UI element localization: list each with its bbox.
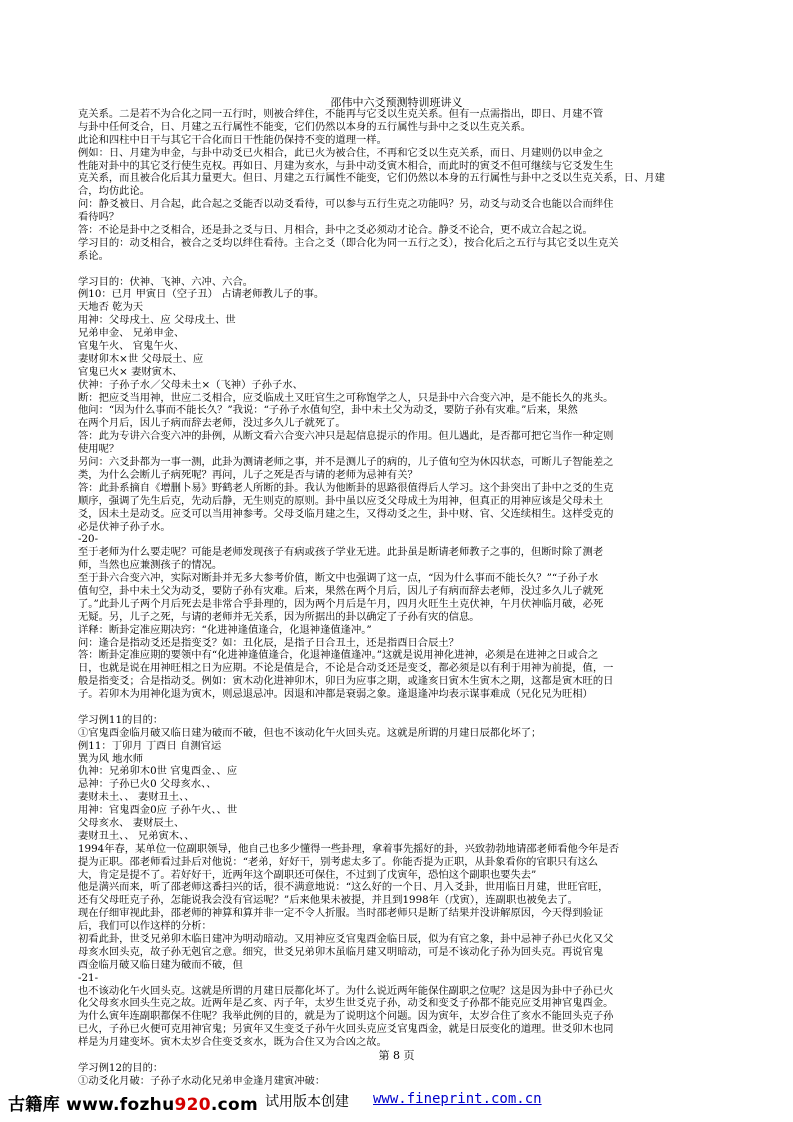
- site-url-part-a: www.fozhu: [59, 1095, 175, 1115]
- text-line: 类，为什么会断儿子病死呢？再问，儿子之死是否与请的老师为忌神有关？: [78, 468, 418, 481]
- text-line: 爻，因未土是动爻。应爻可以当用神参考。父母爻临月建之生，又得动爻之生，卦中财、官、父连续相生。这样受克的: [78, 507, 614, 520]
- text-line: 了。”此卦儿子两个月后死去是非常合乎卦理的，因为两个月后是午月，四月火旺生土克伏神，午月伏神临月破，必死: [78, 597, 604, 610]
- text-line: 师，当然也应兼测孩子的情况。: [78, 559, 223, 572]
- text-line: 化父母亥水回头生克之故。近两年是乙亥、丙子年，太岁生世爻克子孙，动爻和变爻子孙都不能克应爻用神官鬼酉金。: [78, 997, 614, 1010]
- text-line: 详释：断卦定准应期决窍：“化进神逢值逢合，化退神逢值逢冲。”: [78, 623, 372, 636]
- text-line: 看待吗？: [78, 211, 120, 224]
- text-line: 初看此卦，世爻兄弟卯木临日建冲为明动暗动。又用神应爻官鬼酉金临日辰，似为有官之象，卦中忌神子孙已火化又父: [78, 933, 614, 945]
- text-line: 妻财卯木×世 父母辰土、应: [78, 352, 204, 365]
- footer-bar: [0, 1088, 793, 1122]
- text-line: 般是指变爻；合是指动爻。例如：寅木动化进神卯木，卯日为应事之期，或逢亥日寅木生寅木之期，这都是寅木旺的日: [78, 675, 614, 688]
- text-line: 答：此为专讲六合变六冲的卦例，从断文看六合变六冲只是起信息提示的作用。但儿遇此，是否都可把它当作一种定则: [78, 430, 614, 443]
- text-line: 至于卦六合变六冲，实际对断卦并无多大参考价值，断文中也强调了这一点，“因为什么事而不能长久？”“子孙子水: [78, 572, 599, 585]
- text-line: 天地否 乾为天: [78, 301, 144, 314]
- text-line: 用神：父母戌土、应 父母戌土、世: [78, 314, 236, 327]
- text-line: -21-: [78, 971, 99, 984]
- text-line: 1994年春，某单位一位副职领导，他自己也多少懂得一些卦理，拿着事先摇好的卦，兴致勃勃地请邵老师看他今年是否: [78, 842, 620, 855]
- text-line: 问：逢合是指动爻还是指变爻？如：丑化辰，是指子日合丑土，还是指酉日合辰土？: [78, 636, 459, 649]
- text-line: 巽为风 地水师: [78, 752, 144, 765]
- text-line: 克关系，而且被合化后其力量更大。但日、月建之五行属性不能变，它们仍然以本身的五行属性与卦中之爻以生克关系，日、月建: [78, 172, 665, 185]
- text-line: 官鬼午火、 官鬼午火、: [78, 340, 185, 353]
- text-line: 母亥水回头克，故子孙无剋官之意。细究，世爻兄弟卯木虽临月建又明暗动，可是不该动化子孙为回头克。再说官鬼: [78, 945, 604, 958]
- text-line: 官鬼已火× 妻财寅木、: [78, 365, 183, 378]
- text-line: 答：此卦系摘自《增删卜易》野鹤老人所断的卦。我认为他断卦的思路很值得后人学习。这个卦突出了卦中之爻的生克: [78, 481, 614, 494]
- text-line: 答：断卦定准应期的要领中有“化进神逢值逢合，化退神逢值逢冲。”这就是说用神化进神，必须是在进神之日或合之: [78, 649, 599, 662]
- site-watermark[interactable]: [8, 1090, 258, 1115]
- text-line: 学习目的：伏神、飞神、六冲、六合。: [78, 275, 254, 288]
- text-line: 他是满兴而来，听了邵老师这番扫兴的话，很不满意地说：“这么好的一个日、月入爻卦，世用临日月建，世旺官旺，: [78, 881, 609, 894]
- text-line: 此论和四柱中日干与其它干合化而日干性能仍保持不变的道理一样。: [78, 133, 387, 146]
- text-line: 问：静爻被日、月合起，此合起之爻能否以动爻看待，可以参与五行生克之功能吗？另，动爻与动爻合也能以合而绊住: [78, 198, 614, 211]
- page-header-title: 邵伟中六爻预测特训班讲义: [330, 96, 463, 109]
- fineprint-link[interactable]: www.fineprint.com.cn: [373, 1091, 542, 1107]
- page-number: 第 8 页: [378, 1049, 415, 1062]
- text-line: 子。若卯木为用神化退为寅木，则忌退忌冲。因退和冲都是衰弱之象。逢退逢冲均表示谋事难成（兄化兄为旺相）: [78, 688, 593, 701]
- site-url-part-b: 920: [174, 1095, 211, 1115]
- text-line: 至于老师为什么要走呢？可能是老师发现孩子有病或孩子学业无进。此卦虽是断请老师教子之事的，但断时除了测老: [78, 546, 604, 559]
- text-line: 父母亥水、 妻财辰土、: [78, 816, 185, 829]
- text-line: 例10：已月 甲寅日（空子丑） 占请老师教儿子的事。: [78, 288, 325, 301]
- blank-line: [78, 701, 706, 714]
- text-line: 样是为月建变坏。寅木太岁合住变爻亥水，既为合住又为合凶之故。: [78, 1036, 387, 1049]
- text-line: 提为正职。邵老师看过卦后对他说：“老弟，好好干，别考虑太多了。你能否提为正职，从卦象看你的官职只有这么: [78, 855, 599, 868]
- text-line: 学习目的：动爻相合，被合之爻均以绊住看待。主合之爻（即合化为同一五行之爻），按合化后之五行与其它爻以生克关: [78, 236, 619, 249]
- text-line: 答：不论是卦中之爻相合，还是卦之爻与日、月相合，卦中之爻必须动才论合。静爻不论合，更不成立合起之说。: [78, 224, 593, 237]
- text-line: 例11：丁卯月 丁酉日 自测官运: [78, 739, 222, 752]
- text-line: 学习例11的目的：: [78, 713, 164, 726]
- text-line: 值旬空，卦中未土父为动爻，要防子孙有灾难。后来，果然在两个月后，因儿子有病而辞去老师，没过多久儿子就死: [78, 584, 604, 597]
- text-line: 顺序，强调了先生后克，先动后静，无生则克的原则。卦中虽以应爻父母成土为用神，但真正的用神应该是父母未土: [78, 494, 604, 507]
- text-line: 学习例12的目的：: [78, 1061, 164, 1074]
- text-line: 忌神：子孙已火0 父母亥水、、: [78, 778, 217, 791]
- text-line: ①动爻化月破：子孙子水动化兄弟申金逢月建寅冲破：: [78, 1074, 326, 1087]
- text-line: 现在仔细审视此卦，邵老师的神算和算并非一定不令人折服。当时邵老师只是断了结果并没讲解原因，今天得到验证: [78, 907, 604, 920]
- text-line: -20-: [78, 533, 99, 546]
- blank-line: [78, 263, 706, 276]
- text-line: 已火，子孙已火便可克用神官鬼；另寅年又生变爻子孙午火回头克应爻官鬼酉金，就是日辰变化的道理。世爻卯木也同: [78, 1023, 614, 1036]
- text-line: 系论。: [78, 249, 109, 262]
- trial-version-text: 试用版本创建: [265, 1094, 349, 1110]
- text-line: 伏神：子孙子水／父母未土×（飞神）子孙子水、: [78, 378, 303, 391]
- text-line: 后，我们可以作这样的分析：: [78, 920, 212, 933]
- text-line: 断：把应爻当用神，世应二爻相合，应爻临成土又旺官生之可称饱学之人，只是卦中六合变六冲，是不能长久的兆头。: [78, 391, 614, 404]
- text-line: 妻财丑土、、 兄弟寅木、、: [78, 829, 195, 842]
- text-line: 无疑。另，儿子之死，与请的老师并无关系，因为所据出的卦以确定了子孙有灾的信息。: [78, 610, 480, 623]
- text-line: 大，肯定是提不了。若好好干，近两年这个副职还可保住，不过到了戊寅年，恐怕这个副职也要失去”: [78, 868, 537, 881]
- text-line: 克关系。二是若不为合化之同一五行时，则被合绊住，不能再与它爻以生克关系。但有一点需指出，即日、月建不管: [78, 108, 604, 120]
- document-body: [78, 108, 706, 1088]
- site-url-part-c: .com: [210, 1095, 259, 1115]
- text-line: 性能对卦中的其它爻行使生克权。再如日、月建为亥水，与卦中动爻寅木相合，而此时的寅爻不但可继续与它爻发生生: [78, 159, 614, 172]
- text-line: 另问：六爻卦都为一事一测，此卦为测请老师之事，并不是测儿子的病的，儿子值旬空为休囚状态，可断儿子智能差之: [78, 456, 614, 469]
- text-line: 还有父母旺克子孙，怎能说我会没有官运呢？”后来他果未被提，并且到1998年（戊寅），连副职也被免去了。: [78, 894, 578, 907]
- text-line: ①官鬼酉金临月破又临日建为破而不破，但也不该动化午火回头克。这就是所谓的月建日辰都化坏了；: [78, 726, 542, 739]
- text-line: 合，均仿此论。: [78, 185, 151, 198]
- site-label: 古籍库: [8, 1095, 60, 1115]
- text-line: 兄弟申金、 兄弟申金、: [78, 327, 185, 340]
- text-line: 妻财未土、、 妻财丑土、、: [78, 791, 195, 804]
- text-line: 酉金临月破又临日建为破而不破，但: [78, 958, 243, 971]
- text-line: 他问：“因为什么事而不能长久？”我说：“子孙子水值旬空，卦中未土父为动爻，要防子孙有灾难。”后来，果然: [78, 404, 578, 417]
- text-line: 使用呢？: [78, 443, 120, 456]
- text-line: 必是伏神子孙子水。: [78, 520, 171, 533]
- text-line: 用神：官鬼酉金0应 子孙午火、、世: [78, 804, 238, 817]
- text-line: 日，也就是说在用神旺相之日为应期。不论是值是合，不论是合动爻还是变爻，都必须是以有利于用神为前提，值，一: [78, 662, 614, 675]
- text-line: 也不该动化午火回头克。这就是所谓的月建日辰都化坏了。为什么说近两年能保住副职之位呢？这是因为卦中子孙已火: [78, 984, 614, 997]
- text-line: 例如：日、月建为申金，与卦中动爻已火相合，此已火为被合住，不再和它爻以生克关系，而日、月建则仍以申金之: [78, 146, 604, 159]
- text-line: 仇神：兄弟卯木0世 官鬼酉金、、应: [78, 765, 238, 778]
- text-line: 与卦中任何爻合，日、月建之五行属性不能变，它们仍然以本身的五行属性与卦中之爻以生克关系。: [78, 120, 532, 133]
- text-line: 在两个月后，因儿子病而辞去老师，没过多久儿子就死了。: [78, 417, 346, 430]
- text-line: 为什么寅年连副职都保不住呢？我举此例的目的，就是为了说明这个问题。因为寅年，太岁合住了亥水不能回头克子孙: [78, 1010, 614, 1023]
